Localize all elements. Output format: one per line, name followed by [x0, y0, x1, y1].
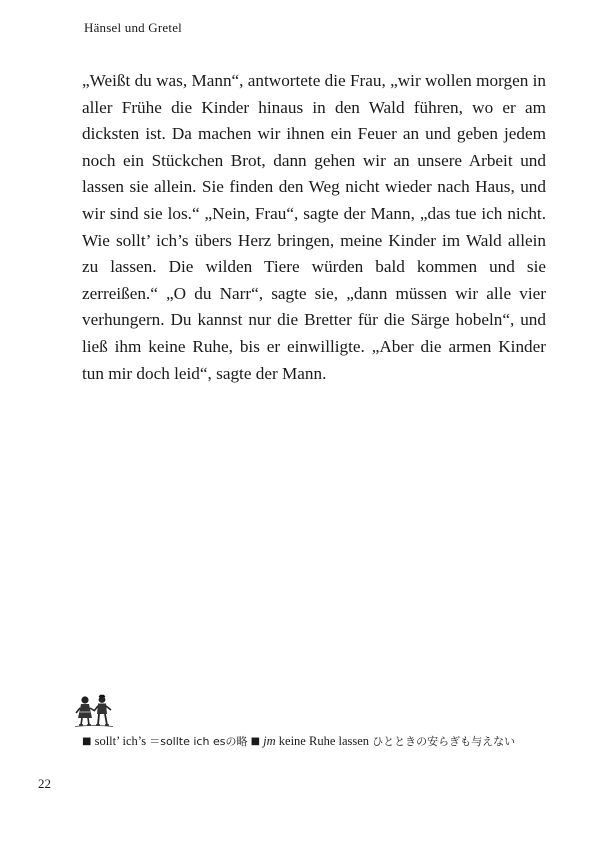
- vocabulary-note: [82, 733, 552, 750]
- note2-term-italic: jm: [263, 734, 276, 748]
- note-bullet: ■: [82, 736, 92, 747]
- two-children-illustration: [74, 694, 114, 728]
- note1-term: sollt’ ich’s: [94, 734, 147, 748]
- note1-gloss: ＝sollte ich esの略: [149, 735, 248, 748]
- running-head: Hänsel und Gretel: [84, 20, 182, 35]
- note-bullet: ■: [250, 736, 261, 747]
- note2-gloss: ひとときの安らぎも与えない: [372, 735, 516, 748]
- page-number: 22: [38, 776, 51, 791]
- body-paragraph: „Weißt du was, Mann“, antwortete die Frau, „wir wollen morgen in aller Frühe die Kinder hinaus in den Wald führen, wo er am dicksten ist. Da machen wir ihnen ein Feuer an und geben jedem noch ein Stückchen Brot, dann gehen wir an unsere Arbeit und lassen sie allein. Sie finden den Weg nicht wieder nach Haus, und wir sind sie los.“ „Nein, Frau“, sagte der Mann, „das tue ich nicht. Wie sollt’ ich’s übers Herz bringen, meine Kinder im Wald allein zu lassen. Die wilden Tiere würden bald kommen und sie zerreißen.“ „O du Narr“, sagte sie, „dann müssen wir alle vier verhungern. Du kannst nur die Bretter für die Särge hobeln“, und ließ ihm keine Ruhe, bis er einwilligte. „Aber die armen Kinder tun mir doch leid“, sagte der Mann.: [82, 71, 546, 383]
- note2-term: keine Ruhe lassen: [275, 734, 370, 748]
